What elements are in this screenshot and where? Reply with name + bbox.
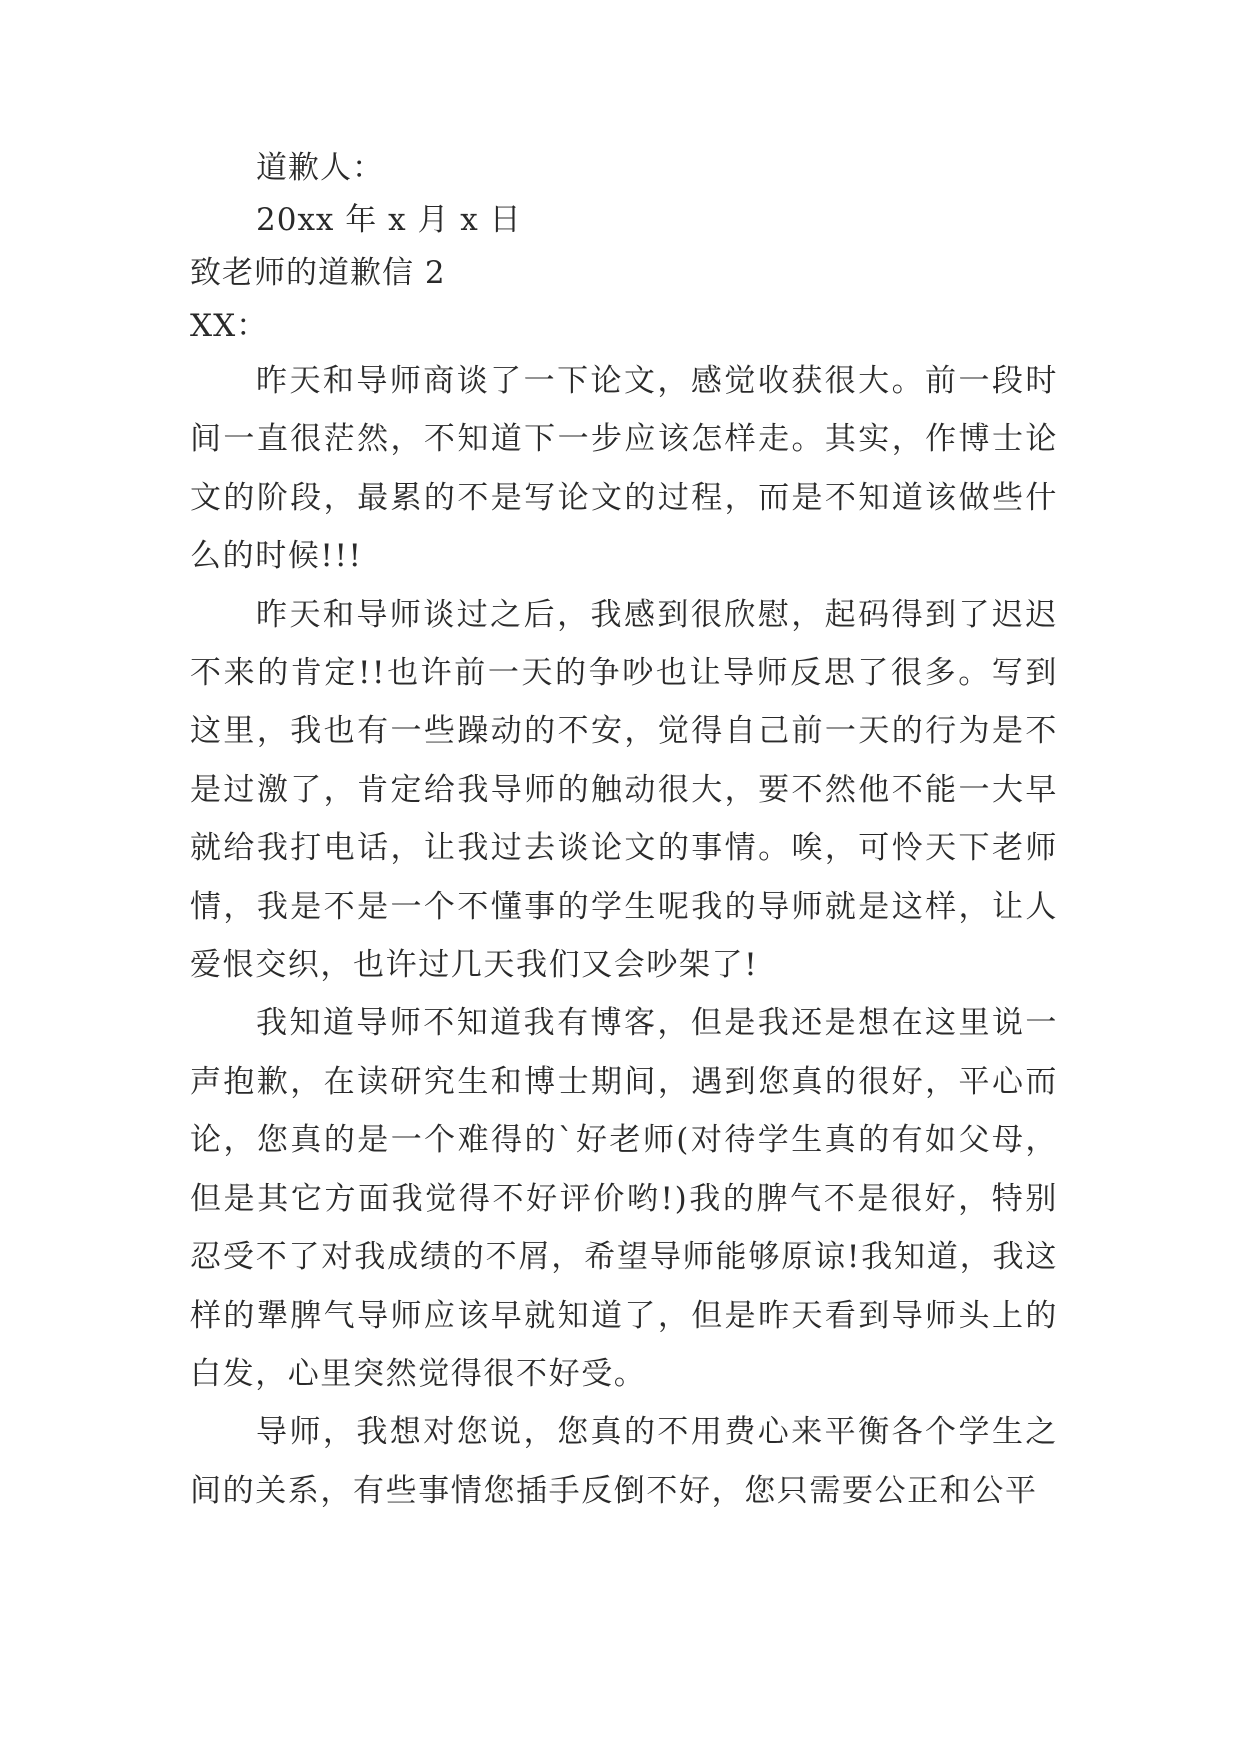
- paragraph: 导师，我想对您说，您真的不用费心来平衡各个学生之间的关系，有些事情您插手反倒不好，您只需要公正和公平: [190, 1414, 1058, 1509]
- salutation: XX：: [190, 308, 269, 344]
- letter-title: 致老师的道歉信 2: [190, 255, 446, 291]
- paragraph: 昨天和导师谈过之后，我感到很欣慰，起码得到了迟迟不来的肯定!!也许前一天的争吵也让导师反思了很多。写到这里，我也有一些躁动的不安，觉得自己前一天的行为是不是过激了，肯定给我导师的触动很大，要不然他不能一大早就给我打电话，让我过去谈论文的事情。唉，可怜天下老师情，我是不是一个不懂事的学生呢我的导师就是这样，让人爱恨交织，也许过几天我们又会吵架了!: [190, 596, 1058, 984]
- paragraph: 我知道导师不知道我有博客，但是我还是想在这里说一声抱歉，在读研究生和博士期间，遇到您真的很好，平心而论，您真的是一个难得的`好老师(对待学生真的有如父母，但是其它方面我觉得不好评价哟!)我的脾气不是很好，特别忍受不了对我成绩的不屑，希望导师能够原谅!我知道，我这样的犟脾气导师应该早就知道了，但是昨天看到导师头上的白发，心里突然觉得很不好受。: [190, 1005, 1058, 1392]
- letter-body: [190, 352, 1058, 1520]
- signature-date: 20xx 年 x 月 x 日: [256, 202, 522, 238]
- paragraph: 昨天和导师商谈了一下论文，感觉收获很大。前一段时间一直很茫然，不知道下一步应该怎样走。其实，作博士论文的阶段，最累的不是写论文的过程，而是不知道该做些什么的时候!!!: [190, 363, 1058, 575]
- apologizer-label: 道歉人：: [256, 150, 384, 186]
